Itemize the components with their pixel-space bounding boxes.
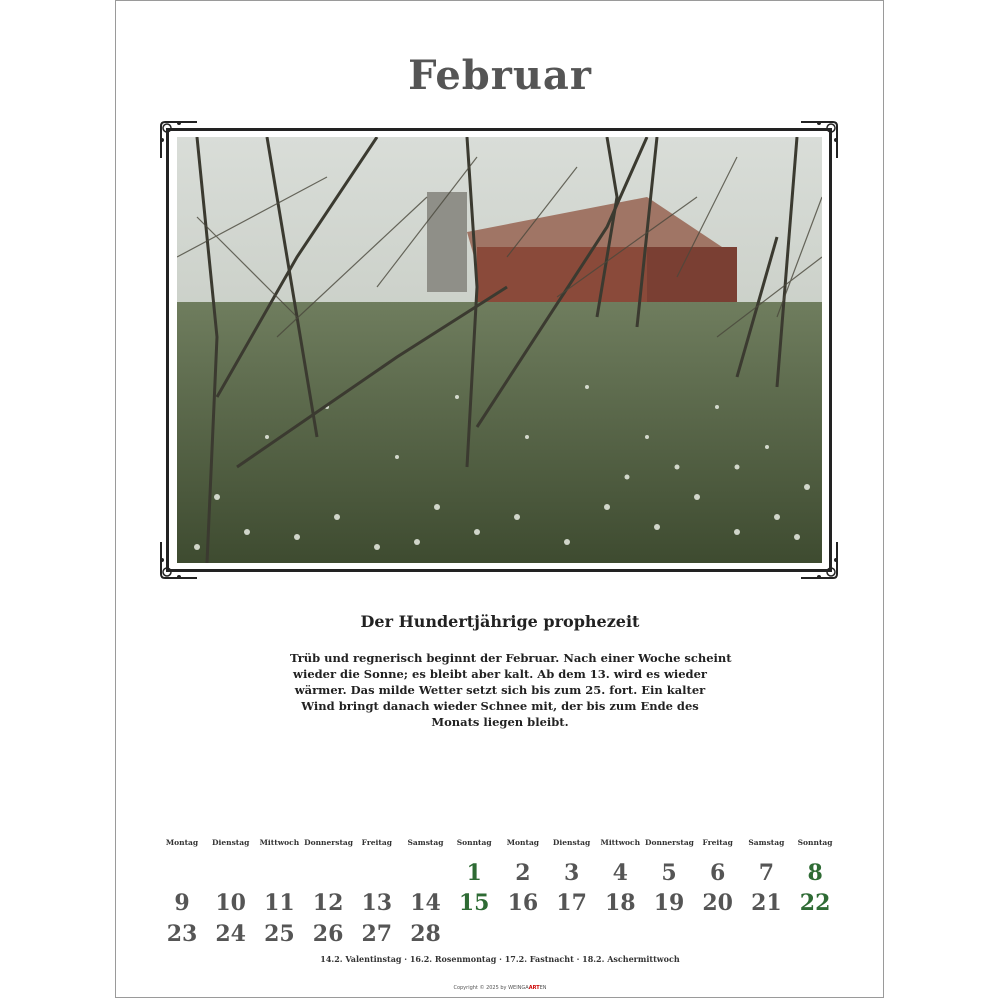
calendar-day: 24 [215,921,246,947]
prophecy-heading: Der Hundertjährige prophezeit [360,612,640,631]
calendar-day: 28 [410,921,441,947]
copyright [0,985,1000,991]
calendar-day: 1 [466,860,482,886]
calendar-day: 6 [710,860,726,886]
weekday-label: Dienstag [552,838,591,847]
calendar-day: 23 [166,921,198,947]
calendar-day: 2 [515,860,531,886]
brand-part-accent: ART [528,985,540,991]
calendar-day: 9 [174,890,190,916]
calendar-day: 14 [410,890,441,916]
brand-part: EN [539,985,547,991]
prophecy-text [290,650,732,730]
copyright-prefix: Copyright © 2025 by [453,985,509,991]
month-title: Februar [408,52,592,99]
calendar-day: 4 [612,860,628,886]
brand-part: WEINGA [508,985,529,991]
calendar-day: 26 [312,921,344,947]
landscape-photo [177,137,822,563]
weekday-label: Donnerstag [304,838,354,847]
weekday-label: Montag [165,838,199,847]
weekday-label: Sonntag [456,838,492,847]
calendar-day: 5 [661,860,677,886]
calendar-day: 10 [215,890,246,916]
weekday-label: Sonntag [797,838,833,847]
calendar-day: 12 [312,890,344,916]
calendar-day: 11 [264,890,295,916]
prophecy-line: wieder die Sonne; es bleibt aber kalt. Ab dem 13. wird es wieder [293,667,707,681]
weekday-label: Dienstag [212,838,250,847]
calendar-day: 17 [556,890,587,916]
weekday-label: Freitag [702,838,733,847]
calendar-day: 21 [751,890,782,916]
calendar-day: 16 [507,890,539,916]
prophecy-line: Monats liegen bleibt. [431,715,569,729]
calendar-day: 27 [361,921,393,947]
calendar-day: 13 [361,890,393,916]
calendar-day: 18 [604,890,636,916]
weekday-label: Mittwoch [600,838,641,847]
weekday-label: Samstag [407,838,444,847]
calendar-day: 22 [799,890,831,916]
calendar-day: 7 [758,860,775,886]
calendar-day: 25 [264,921,295,947]
calendar-day: 15 [458,890,490,916]
weekday-label: Samstag [748,838,785,847]
prophecy-line: Wind bringt danach wieder Schnee mit, der bis zum Ende des [301,699,699,713]
weekday-label: Freitag [361,838,392,847]
holiday-list: 14.2. Valentinstag · 16.2. Rosenmontag · 17.2. Fastnacht · 18.2. Aschermittwoch [320,954,680,964]
weekday-label: Donnerstag [645,838,694,847]
calendar-day: 8 [807,860,823,886]
prophecy-line: Trüb und regnerisch beginnt der Februar. Nach einer Woche scheint [290,651,732,665]
weekday-label: Mittwoch [259,838,300,847]
calendar-day: 19 [653,890,685,916]
calendar-day: 3 [563,860,580,886]
prophecy-line: wärmer. Das milde Wetter setzt sich bis zum 25. fort. Ein kalter [294,683,706,697]
weekday-label: Montag [506,838,540,847]
calendar-day: 20 [702,890,733,916]
